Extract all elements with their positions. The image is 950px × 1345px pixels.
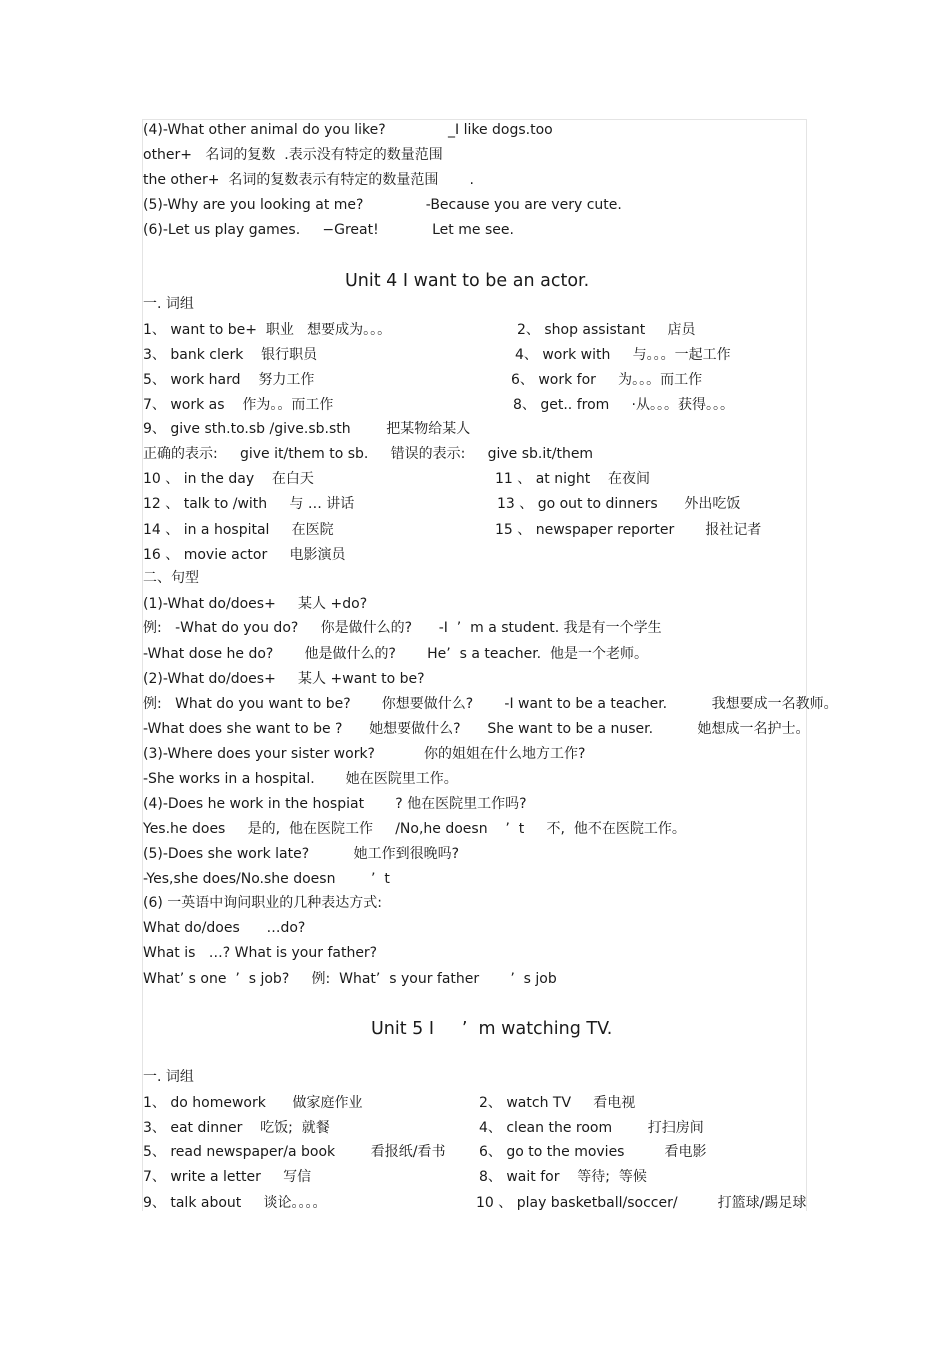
phrase-item: 13 、 go out to dinners 外出吃饭 <box>497 496 741 512</box>
sentence-line: (4)-Does he work in the hospiat ? 他在医院里工作吗? <box>143 796 527 812</box>
phrase-item: 2、 shop assistant 店员 <box>517 322 696 338</box>
text-line: the other+ 名词的复数表示有特定的数量范围 . <box>143 172 474 188</box>
phrase-item: 14 、 in a hospital 在医院 <box>143 522 334 538</box>
phrase-item: 10 、 in the day 在白天 <box>143 471 314 487</box>
sentence-line: Yes.he does 是的, 他在医院工作 /No,he doesn ’ t 不, 他不在医院工作。 <box>143 821 686 837</box>
phrase-item: 11 、 at night 在夜间 <box>495 471 651 487</box>
sentence-line: (2)-What do/does+ 某人 +want to be? <box>143 671 425 687</box>
phrase-item: 1、 do homework 做家庭作业 <box>143 1095 363 1111</box>
section-heading: 一. 词组 <box>143 1069 194 1085</box>
section-heading: 一. 词组 <box>143 296 194 312</box>
sentence-line: (3)-Where does your sister work? 你的姐姐在什么地方工作? <box>143 746 586 762</box>
sentence-line: 例: What do you want to be? 你想要做什么? -I want to be a teacher. 我想要成一名教师。 <box>143 696 838 712</box>
phrase-item: 2、 watch TV 看电视 <box>479 1095 636 1111</box>
phrase-item: 8、 get.. from ·从。。。获得。。。 <box>513 397 734 413</box>
unit-title: Unit 4 I want to be an actor. <box>345 271 590 291</box>
sentence-line: What is …? What is your father? <box>143 945 378 961</box>
phrase-item: 10 、 play basketball/soccer/ 打篮球/踢足球 <box>476 1195 807 1211</box>
text-line: other+ 名词的复数 .表示没有特定的数量范围 <box>143 147 443 163</box>
sentence-line: (6) 一英语中询问职业的几种表达方式: <box>143 895 382 911</box>
text-line: 正确的表示: give it/them to sb. 错误的表示: give sb.it/them <box>143 446 594 462</box>
phrase-item: 3、 bank clerk 银行职员 <box>143 347 318 363</box>
sentence-line: -What dose he do? 他是做什么的? He’ s a teacher. 他是一个老师。 <box>143 646 649 662</box>
phrase-item: 6、 work for 为。。。而工作 <box>511 372 703 388</box>
text-line: (5)-Why are you looking at me? -Because you are very cute. <box>143 197 622 213</box>
sentence-line: -Yes,she does/No.she doesn ’ t <box>143 871 390 887</box>
phrase-item: 5、 work hard 努力工作 <box>143 372 315 388</box>
sentence-line: What do/does …do? <box>143 920 306 936</box>
phrase-item: 7、 write a letter 写信 <box>143 1169 312 1185</box>
phrase-item: 4、 work with 与。。。一起工作 <box>515 347 731 363</box>
phrase-item: 6、 go to the movies 看电影 <box>479 1144 707 1160</box>
phrase-item: 1、 want to be+ 职业 想要成为。。。 <box>143 322 392 338</box>
phrase-item: 8、 wait for 等待; 等候 <box>479 1169 647 1185</box>
sentence-line: -What does she want to be ? 她想要做什么? She want to be a nuser. 她想成一名护士。 <box>143 721 810 737</box>
phrase-item: 5、 read newspaper/a book 看报纸/看书 <box>143 1144 446 1160</box>
phrase-item: 12 、 talk to /with 与 … 讲话 <box>143 496 355 512</box>
phrase-item: 7、 work as 作为。。而工作 <box>143 397 334 413</box>
sentence-line: What’ s one ’ s job? 例: What’ s your father ’ s job <box>143 971 557 987</box>
sentence-line: 例: -What do you do? 你是做什么的? -I ’ m a student. 我是有一个学生 <box>143 620 662 636</box>
sentence-line: (5)-Does she work late? 她工作到很晚吗? <box>143 846 460 862</box>
phrase-item: 4、 clean the room 打扫房间 <box>479 1120 704 1136</box>
sentence-line: -She works in a hospital. 她在医院里工作。 <box>143 771 458 787</box>
text-line: (6)-Let us play games. −Great! Let me see. <box>143 222 514 238</box>
phrase-item: 15 、 newspaper reporter 报社记者 <box>495 522 762 538</box>
unit-title: Unit 5 I ’ m watching TV. <box>371 1019 613 1039</box>
text-line: (4)-What other animal do you like? _I like dogs.too <box>143 122 553 138</box>
phrase-item: 9、 give sth.to.sb /give.sb.sth 把某物给某人 <box>143 421 471 437</box>
phrase-item: 3、 eat dinner 吃饭; 就餐 <box>143 1120 330 1136</box>
phrase-item: 16 、 movie actor 电影演员 <box>143 547 346 563</box>
phrase-item: 9、 talk about 谈论。。。。 <box>143 1195 327 1211</box>
section-heading: 二、句型 <box>143 570 199 586</box>
sentence-line: (1)-What do/does+ 某人 +do? <box>143 596 368 612</box>
